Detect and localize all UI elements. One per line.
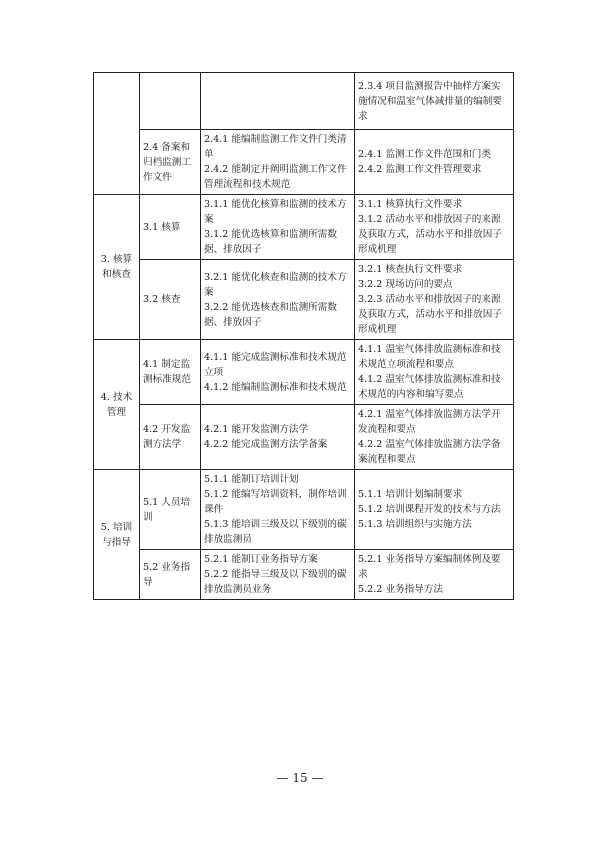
knowledge-cell [355, 260, 514, 340]
knowledge-cell [355, 550, 514, 600]
item-cell: 2.4 备案和归档监测工作文件 [140, 130, 201, 195]
knowledge-text: 3.2.3 活动水平和排放因子的来源及获取方式，活动水平和排放因子形成机理 [358, 294, 502, 335]
knowledge-cell [355, 405, 514, 470]
skill-cell [201, 260, 355, 340]
skill-cell-empty [201, 73, 355, 130]
knowledge-text: 3.2.2 现场访问的要点 [358, 279, 453, 290]
item-cell: 5.2 业务指导 [140, 550, 201, 600]
skill-text: 3.1.2 能优选核算和监测所需数据、排放因子 [204, 229, 337, 255]
knowledge-text: 2.4.2 监测工作文件管理要求 [358, 164, 482, 175]
item-cell: 3.2 核查 [140, 260, 201, 340]
table-row [94, 405, 514, 470]
unit-cell: 3. 核算和核查 [94, 195, 140, 340]
table-row [94, 470, 514, 550]
item-cell: 4.2 开发监测方法学 [140, 405, 201, 470]
skill-cell [201, 340, 355, 405]
knowledge-text: 5.1.2 培训课程开发的技术与方法 [358, 504, 501, 515]
knowledge-cell [355, 340, 514, 405]
table-row [94, 550, 514, 600]
skill-text: 2.4.1 能编制监测工作文件门类清单 [204, 134, 347, 160]
knowledge-cell [355, 73, 514, 130]
knowledge-text: 5.2.2 业务指导方法 [358, 584, 444, 595]
skill-text: 5.2.1 能制订业务指导方案 [204, 554, 318, 565]
skill-text: 5.1.1 能制订培训计划 [204, 474, 299, 485]
skill-text: 4.1.1 能完成监测标准和技术规范立项 [204, 351, 347, 378]
knowledge-cell [355, 130, 514, 195]
item-cell: 5.1 人员培训 [140, 470, 201, 550]
skill-cell [201, 470, 355, 550]
item-cell-empty [140, 73, 201, 130]
skill-text: 5.1.2 能编写培训资料，制作培训课件 [204, 489, 347, 515]
table-row [94, 340, 514, 405]
unit-cell: 4. 技术管理 [94, 340, 140, 470]
skill-cell [201, 550, 355, 600]
knowledge-text: 5.1.3 培训组织与实施方法 [358, 519, 472, 530]
knowledge-text: 4.2.1 温室气体排放监测方法学开发流程和要点 [358, 409, 501, 435]
knowledge-text: 2.4.1 监测工作文件范围和门类 [358, 149, 491, 160]
item-cell: 4.1 制定监测标准规范 [140, 340, 201, 405]
knowledge-cell [355, 195, 514, 260]
skill-cell [201, 405, 355, 470]
page-number: — 15 — [276, 771, 324, 785]
knowledge-text: 4.1.1 温室气体排放监测标准和技术规范立项流程和要点 [358, 344, 501, 370]
table-row [94, 130, 514, 195]
unit-cell-continued [94, 73, 140, 195]
skill-text: 4.1.2 能编制监测标准和技术规范 [204, 381, 347, 393]
knowledge-text: 3.1.2 活动水平和排放因子的来源及获取方式，活动水平和排放因子形成机理 [358, 214, 502, 255]
knowledge-text: 3.1.1 核算执行文件要求 [358, 199, 463, 210]
skill-text: 5.1.3 能培训三级及以下级别的碳排放监测员 [204, 519, 347, 545]
knowledge-cell [355, 470, 514, 550]
skill-requirements-table [93, 72, 514, 600]
skill-text: 4.2.2 能完成监测方法学备案 [204, 439, 328, 450]
knowledge-text: 4.1.2 温室气体排放监测标准和技术规范的内容和编写要点 [358, 374, 501, 400]
table-row [94, 260, 514, 340]
skill-text: 3.1.1 能优化核算和监测的技术方案 [204, 199, 347, 225]
knowledge-text: 5.1.1 培训计划编制要求 [358, 489, 463, 500]
knowledge-text: 2.3.4 项目监测报告中抽样方案实施情况和温室气体减排量的编制要求 [358, 80, 502, 122]
knowledge-text: 5.2.1 业务指导方案编制体例及要求 [358, 554, 501, 580]
skill-text: 3.2.1 能优化核查和监测的技术方案 [204, 271, 347, 298]
skill-text: 3.2.2 能优选核查和监测所需数据、排放因子 [204, 301, 337, 328]
skill-text: 2.4.2 能制定并阐明监测工作文件管理流程和技术规范 [204, 164, 347, 190]
item-cell: 3.1 核算 [140, 195, 201, 260]
skill-text: 4.2.1 能开发监测方法学 [204, 424, 309, 435]
table-row [94, 73, 514, 130]
knowledge-text: 3.2.1 核查执行文件要求 [358, 264, 463, 275]
knowledge-text: 4.2.2 温室气体排放监测方法学备案流程和要点 [358, 439, 501, 465]
table-row [94, 195, 514, 260]
skill-text: 5.2.2 能指导三级及以下级别的碳排放监测员业务 [204, 569, 347, 595]
skill-cell [201, 130, 355, 195]
unit-cell: 5. 培训与指导 [94, 470, 140, 600]
skill-cell [201, 195, 355, 260]
